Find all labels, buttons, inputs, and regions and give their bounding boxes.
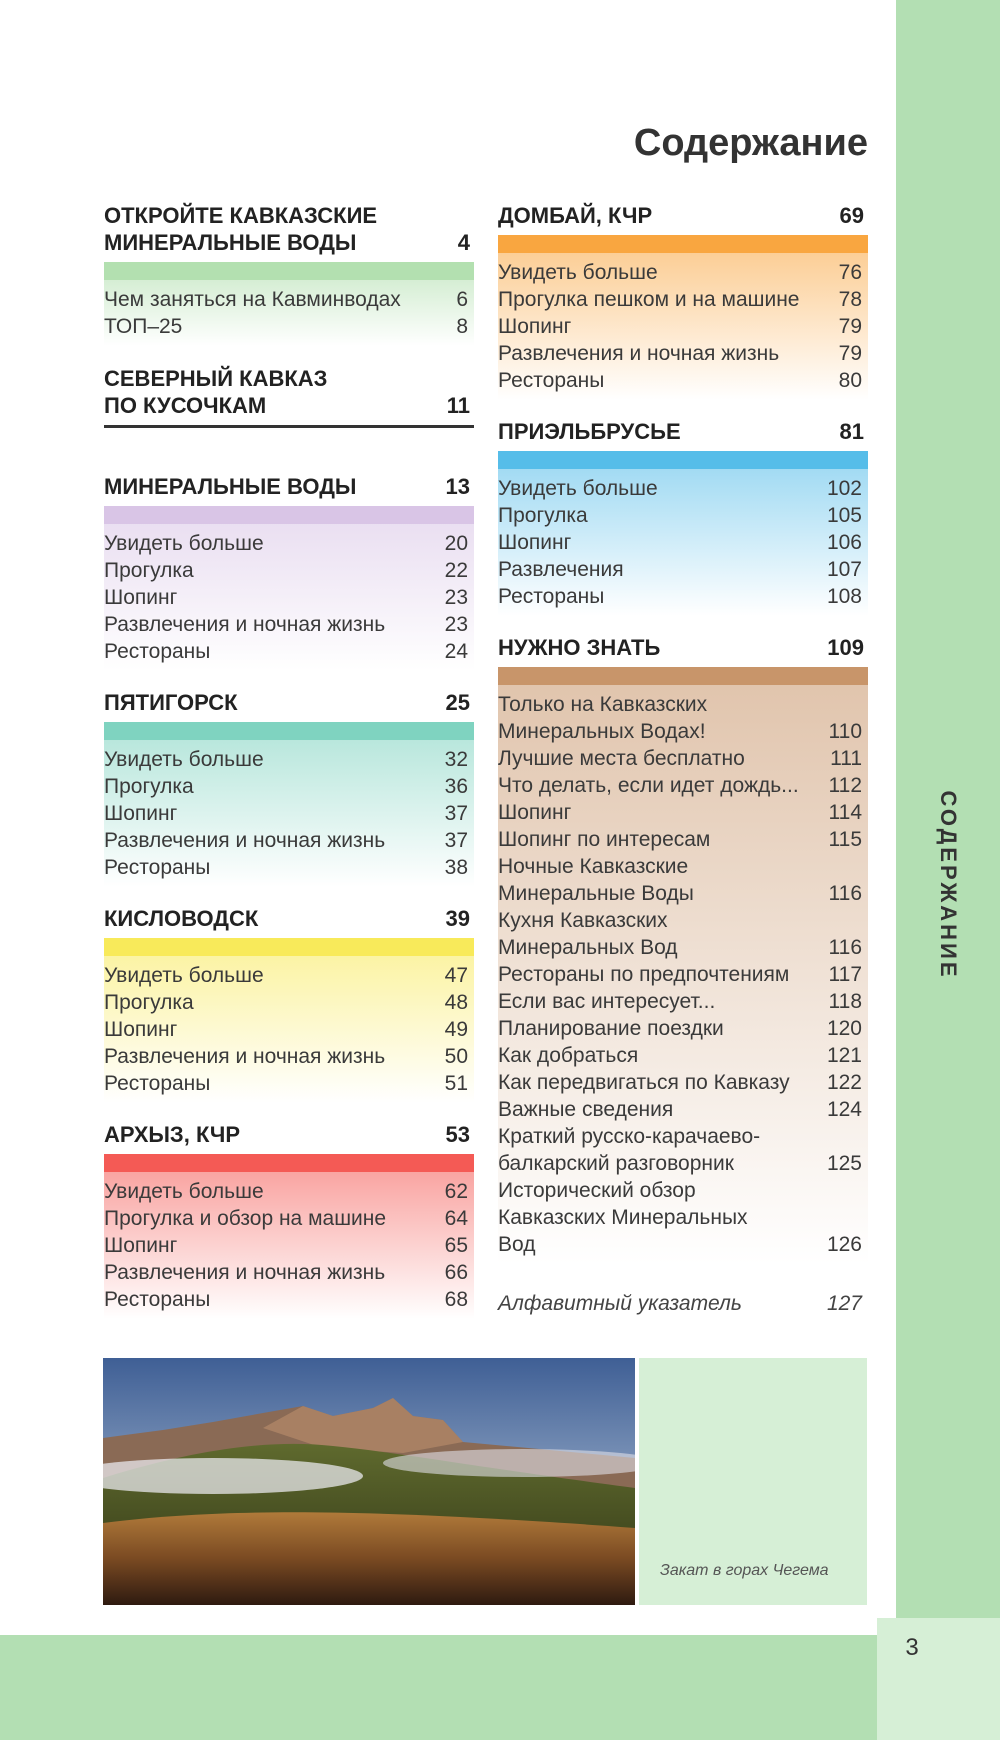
toc-row[interactable] xyxy=(498,367,868,394)
section-color-bar xyxy=(498,667,868,685)
section-header[interactable] xyxy=(104,473,474,500)
toc-row-label: Прогулка xyxy=(104,559,194,582)
section-rule xyxy=(104,425,474,428)
section-color-bar xyxy=(104,1154,474,1172)
toc-row[interactable] xyxy=(498,1096,868,1123)
index-label: Алфавитный указатель xyxy=(498,1292,742,1315)
toc-row-label: Увидеть больше xyxy=(104,964,264,987)
toc-row-page: 51 xyxy=(444,1072,468,1095)
toc-row[interactable] xyxy=(498,1123,868,1177)
toc-row-label: Шопинг xyxy=(104,1234,178,1257)
toc-row[interactable] xyxy=(104,1043,474,1070)
toc-row-page: 66 xyxy=(444,1261,468,1284)
section-color-bar xyxy=(104,722,474,740)
toc-row-label: Планирование поездки xyxy=(498,1017,724,1040)
toc-row-page: 80 xyxy=(838,369,862,392)
toc-row-label: Шопинг xyxy=(104,586,178,609)
toc-row[interactable] xyxy=(498,583,868,610)
toc-row[interactable] xyxy=(498,286,868,313)
section-page: 13 xyxy=(445,474,470,499)
toc-row-label: Исторический обзор Кавказских Минеральных Вод xyxy=(498,1179,748,1256)
section-header[interactable] xyxy=(498,634,868,661)
toc-row-page: 120 xyxy=(826,1017,862,1040)
toc-section-pyatigorsk xyxy=(104,689,474,887)
toc-row-page: 37 xyxy=(444,829,468,852)
toc-row-page: 49 xyxy=(444,1018,468,1041)
toc-row[interactable] xyxy=(498,1015,868,1042)
toc-row-page: 126 xyxy=(826,1233,862,1256)
section-color-bar xyxy=(104,938,474,956)
toc-row-page: 8 xyxy=(456,315,468,338)
section-header[interactable] xyxy=(104,689,474,716)
toc-row[interactable] xyxy=(104,1205,474,1232)
toc-row[interactable] xyxy=(104,611,474,638)
section-color-bar xyxy=(104,262,474,280)
toc-row[interactable] xyxy=(498,853,868,907)
section-title: АРХЫЗ, КЧР xyxy=(104,1122,241,1147)
toc-row[interactable] xyxy=(498,340,868,367)
toc-row-page: 64 xyxy=(444,1207,468,1230)
index-page: 127 xyxy=(826,1292,862,1315)
section-page: 4 xyxy=(457,230,470,255)
toc-row-label: Увидеть больше xyxy=(104,748,264,771)
section-page: 39 xyxy=(445,906,470,931)
toc-row-page: 32 xyxy=(444,748,468,771)
toc-row-page: 76 xyxy=(838,261,862,284)
toc-row-label: Рестораны xyxy=(104,640,211,663)
section-title: СЕВЕРНЫЙ КАВКАЗ ПО КУСОЧКАМ xyxy=(104,366,328,418)
toc-section-arkhyz xyxy=(104,1121,474,1319)
toc-row[interactable] xyxy=(104,1286,474,1313)
toc-row[interactable] xyxy=(498,475,868,502)
toc-row-page: 65 xyxy=(444,1234,468,1257)
section-items xyxy=(104,956,474,1103)
toc-row[interactable] xyxy=(498,745,868,772)
toc-row[interactable] xyxy=(498,961,868,988)
toc-row[interactable] xyxy=(104,530,474,557)
section-items xyxy=(498,253,868,400)
toc-row-page: 124 xyxy=(826,1098,862,1121)
section-items xyxy=(104,1172,474,1319)
toc-row[interactable] xyxy=(498,1177,868,1258)
toc-row-label: Только на Кавказских Минеральных Водах! xyxy=(498,693,708,743)
toc-row-label: Как передвигаться по Кавказу xyxy=(498,1071,790,1094)
toc-row[interactable] xyxy=(104,773,474,800)
toc-row-label: Шопинг xyxy=(498,801,572,824)
section-color-bar xyxy=(498,235,868,253)
toc-row-page: 20 xyxy=(444,532,468,555)
toc-row-label: Увидеть больше xyxy=(498,477,658,500)
section-color-bar xyxy=(498,451,868,469)
toc-row-page: 6 xyxy=(456,288,468,311)
toc-row[interactable] xyxy=(498,556,868,583)
section-page: 81 xyxy=(839,419,864,444)
toc-row[interactable] xyxy=(104,638,474,665)
toc-row[interactable] xyxy=(498,826,868,853)
section-page: 25 xyxy=(445,690,470,715)
toc-row[interactable] xyxy=(104,1232,474,1259)
toc-row-label: Развлечения и ночная жизнь xyxy=(104,1261,386,1284)
toc-row[interactable] xyxy=(498,502,868,529)
toc-row-page: 23 xyxy=(444,586,468,609)
toc-row-page: 108 xyxy=(826,585,862,608)
toc-row[interactable] xyxy=(104,800,474,827)
toc-row[interactable] xyxy=(104,854,474,881)
toc-row-label: Если вас интересует... xyxy=(498,990,716,1013)
toc-row-page: 50 xyxy=(444,1045,468,1068)
mountain-sunset-photo xyxy=(103,1358,635,1605)
toc-row-page: 78 xyxy=(838,288,862,311)
section-items xyxy=(104,280,474,346)
toc-section-need-to-know xyxy=(498,634,868,1264)
toc-row-label: Увидеть больше xyxy=(104,532,264,555)
toc-row[interactable] xyxy=(104,962,474,989)
section-color-bar xyxy=(104,506,474,524)
toc-row[interactable] xyxy=(104,1178,474,1205)
toc-row[interactable] xyxy=(104,746,474,773)
toc-row-page: 117 xyxy=(828,963,862,986)
toc-row-page: 105 xyxy=(826,504,862,527)
toc-section-north xyxy=(104,365,474,428)
section-title: НУЖНО ЗНАТЬ xyxy=(498,635,661,660)
section-header[interactable] xyxy=(104,1121,474,1148)
toc-row-page: 24 xyxy=(444,640,468,663)
section-items xyxy=(498,469,868,616)
toc-row-page: 112 xyxy=(828,774,862,797)
toc-row[interactable] xyxy=(498,799,868,826)
toc-row[interactable] xyxy=(498,529,868,556)
toc-row-label: Чем заняться на Кавминводах xyxy=(104,288,401,311)
toc-row-label: Шопинг xyxy=(104,1018,178,1041)
toc-row-label: Рестораны xyxy=(104,1288,211,1311)
toc-row[interactable] xyxy=(498,691,868,745)
section-title: ДОМБАЙ, КЧР xyxy=(498,203,653,228)
toc-row-page: 68 xyxy=(444,1288,468,1311)
toc-row-page: 37 xyxy=(444,802,468,825)
toc-row[interactable] xyxy=(498,1069,868,1096)
page-number: 3 xyxy=(905,1634,919,1661)
toc-row-label: Шопинг по интересам xyxy=(498,828,711,851)
toc-row[interactable] xyxy=(498,1042,868,1069)
toc-row-page: 62 xyxy=(444,1180,468,1203)
toc-row-page: 22 xyxy=(444,559,468,582)
toc-row-label: Прогулка и обзор на машине xyxy=(104,1207,387,1230)
toc-row-label: ТОП–25 xyxy=(104,315,183,338)
toc-row-label: Развлечения и ночная жизнь xyxy=(104,829,386,852)
toc-row-page: 23 xyxy=(444,613,468,636)
toc-section-dombay xyxy=(498,202,868,400)
toc-row-page: 102 xyxy=(826,477,862,500)
toc-row[interactable] xyxy=(498,313,868,340)
toc-row-page: 106 xyxy=(826,531,862,554)
toc-row-label: Как добраться xyxy=(498,1044,639,1067)
toc-row[interactable] xyxy=(104,584,474,611)
side-label: СОДЕРЖАНИЕ xyxy=(936,790,961,980)
section-title: ПРИЭЛЬБРУСЬЕ xyxy=(498,419,681,444)
section-page: 11 xyxy=(446,393,470,418)
toc-row-page: 47 xyxy=(444,964,468,987)
toc-section-intro xyxy=(104,202,474,346)
toc-row[interactable] xyxy=(498,907,868,961)
toc-row-label: Увидеть больше xyxy=(498,261,658,284)
section-page: 109 xyxy=(827,635,864,660)
toc-row[interactable] xyxy=(498,772,868,799)
toc-row-label: Рестораны xyxy=(498,585,605,608)
toc-row-page: 79 xyxy=(838,342,862,365)
toc-row-page: 122 xyxy=(826,1071,862,1094)
toc-row-page: 121 xyxy=(826,1044,862,1067)
toc-row-page: 118 xyxy=(828,990,862,1013)
toc-row-label: Шопинг xyxy=(498,315,572,338)
toc-row-label: Развлечения и ночная жизнь xyxy=(104,1045,386,1068)
toc-row-label: Прогулка пешком и на машине xyxy=(498,288,800,311)
toc-row-label: Рестораны xyxy=(498,369,605,392)
section-header[interactable] xyxy=(104,202,474,256)
section-items xyxy=(498,685,868,1264)
toc-row-label: Шопинг xyxy=(498,531,572,554)
section-title: КИСЛОВОДСК xyxy=(104,906,259,931)
section-page: 69 xyxy=(839,203,864,228)
toc-row[interactable] xyxy=(104,286,474,313)
photo-caption: Закат в горах Чегема xyxy=(660,1562,829,1579)
toc-row-page: 115 xyxy=(828,828,862,851)
bottom-strip xyxy=(0,1635,1000,1740)
toc-row-label: Рестораны xyxy=(104,1072,211,1095)
section-items xyxy=(104,740,474,887)
section-header[interactable] xyxy=(104,905,474,932)
toc-row-page: 111 xyxy=(830,747,862,770)
toc-row[interactable] xyxy=(104,827,474,854)
toc-row-page: 116 xyxy=(828,936,862,959)
section-items xyxy=(104,524,474,671)
toc-row-label: Увидеть больше xyxy=(104,1180,264,1203)
index-entry[interactable] xyxy=(498,1292,868,1316)
toc-section-kislovodsk xyxy=(104,905,474,1103)
toc-row[interactable] xyxy=(104,989,474,1016)
toc-row-label: Рестораны по предпочтениям xyxy=(498,963,790,986)
toc-row-page: 125 xyxy=(826,1152,862,1175)
toc-row-label: Прогулка xyxy=(104,775,194,798)
toc-row-label: Рестораны xyxy=(104,856,211,879)
toc-row-label: Развлечения и ночная жизнь xyxy=(104,613,386,636)
toc-row-page: 48 xyxy=(444,991,468,1014)
toc-row-page: 107 xyxy=(826,558,862,581)
toc-row[interactable] xyxy=(104,557,474,584)
toc-row-page: 36 xyxy=(444,775,468,798)
toc-section-elbrus xyxy=(498,418,868,616)
toc-row-label: Краткий русско-карачаево- балкарский разговорник xyxy=(498,1125,761,1175)
toc-row-page: 38 xyxy=(444,856,468,879)
toc-row-page: 110 xyxy=(828,720,862,743)
toc-row-label: Развлечения и ночная жизнь xyxy=(498,342,780,365)
toc-row[interactable] xyxy=(104,1016,474,1043)
section-title: ПЯТИГОРСК xyxy=(104,690,238,715)
toc-row[interactable] xyxy=(104,1070,474,1097)
toc-row-label: Важные сведения xyxy=(498,1098,674,1121)
section-header[interactable] xyxy=(498,418,868,445)
section-header[interactable] xyxy=(104,365,474,419)
toc-row[interactable] xyxy=(498,988,868,1015)
toc-row[interactable] xyxy=(498,259,868,286)
toc-row-label: Прогулка xyxy=(498,504,588,527)
toc-row-label: Лучшие места бесплатно xyxy=(498,747,745,770)
section-title: МИНЕРАЛЬНЫЕ ВОДЫ xyxy=(104,474,357,499)
toc-row-label: Что делать, если идет дождь... xyxy=(498,774,799,797)
toc-section-minvody xyxy=(104,473,474,671)
toc-row-page: 114 xyxy=(828,801,862,824)
toc-row-page: 116 xyxy=(828,882,862,905)
page-title: Содержание xyxy=(633,122,868,164)
section-page: 53 xyxy=(445,1122,470,1147)
toc-row-label: Развлечения xyxy=(498,558,624,581)
toc-row[interactable] xyxy=(104,313,474,340)
toc-row-label: Ночные Кавказские Минеральные Воды xyxy=(498,855,694,905)
toc-row-page: 79 xyxy=(838,315,862,338)
toc-row[interactable] xyxy=(104,1259,474,1286)
toc-row-label: Шопинг xyxy=(104,802,178,825)
toc-row-label: Прогулка xyxy=(104,991,194,1014)
section-header[interactable] xyxy=(498,202,868,229)
section-title: ОТКРОЙТЕ КАВКАЗСКИЕ МИНЕРАЛЬНЫЕ ВОДЫ xyxy=(104,203,378,255)
toc-row-label: Кухня Кавказских Минеральных Вод xyxy=(498,909,678,959)
